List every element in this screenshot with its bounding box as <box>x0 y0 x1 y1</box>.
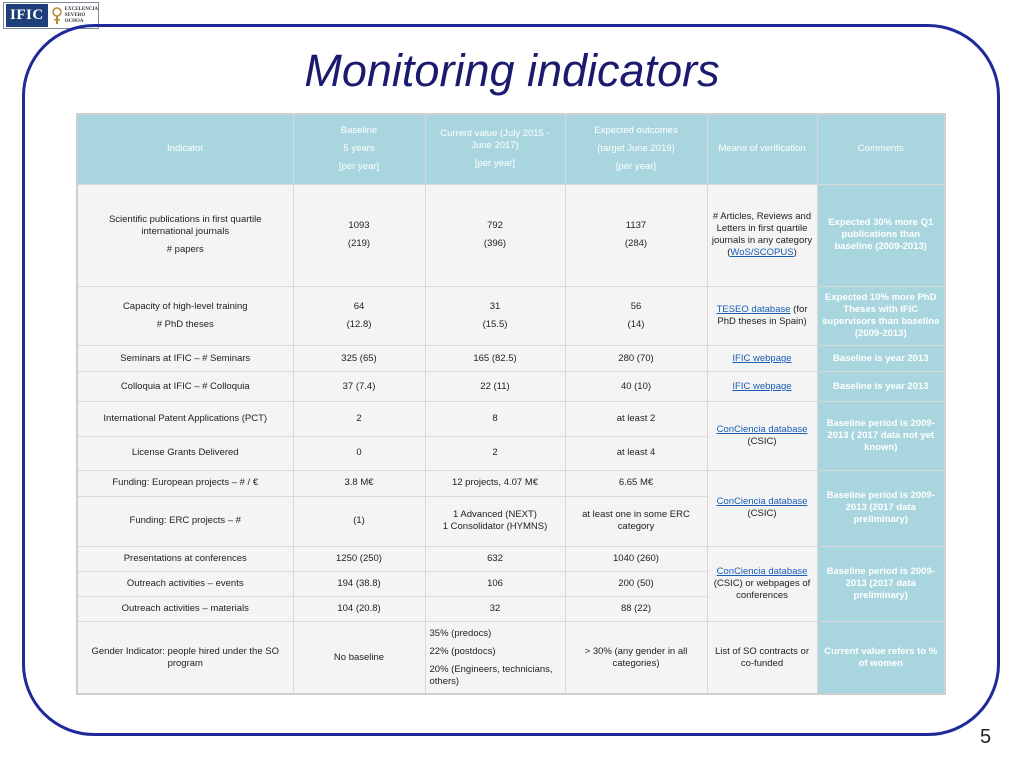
means-cell: List of SO contracts or co-funded <box>707 622 817 694</box>
expected-cell: 88 (22) <box>565 597 707 622</box>
slide-title: Monitoring indicators <box>304 45 720 96</box>
indicator-cell: License Grants Delivered <box>77 436 293 470</box>
header-means: Means of verification <box>707 114 817 184</box>
baseline-cell: 1250 (250) <box>293 546 425 571</box>
current-cell: 792 (396) <box>425 184 565 286</box>
comment-cell: Baseline period is 2009-2013 (2017 data preliminary) <box>817 546 945 621</box>
teseo-link[interactable]: TESEO database <box>716 304 791 316</box>
severo-ochoa-text: EXCELENCIA SEVERO OCHOA <box>64 6 98 24</box>
expected-cell: at least 2 <box>565 402 707 436</box>
page-number: 5 <box>980 726 992 748</box>
expected-cell: 1137 (284) <box>565 184 707 286</box>
table-row <box>77 470 945 496</box>
header-baseline: Baseline 5 years [per year] <box>293 114 425 184</box>
current-cell: 22 (11) <box>425 372 565 402</box>
means-cell: # Articles, Reviews and Letters in first quartile journals in any category (WoS/SCOPUS) <box>707 184 817 286</box>
indicator-cell: Colloquia at IFIC – # Colloquia <box>77 372 293 402</box>
comment-cell: Current value refers to % of women <box>817 622 945 694</box>
comment-cell: Expected 30% more Q1 publications than baseline (2009-2013) <box>817 184 945 286</box>
expected-cell: 200 (50) <box>565 572 707 597</box>
indicator-cell: International Patent Applications (PCT) <box>77 402 293 436</box>
ific-logo-text: IFIC <box>6 4 48 27</box>
table-row <box>77 402 945 436</box>
severo-ochoa-emblem-icon <box>51 7 63 25</box>
indicator-cell: Funding: ERC projects – # <box>77 496 293 546</box>
current-cell: 165 (82.5) <box>425 346 565 372</box>
indicator-cell: Outreach activities – materials <box>77 597 293 622</box>
ific-webpage-link[interactable]: IFIC webpage <box>732 380 792 392</box>
header-indicator: Indicator <box>77 114 293 184</box>
indicator-cell: Outreach activities – events <box>77 572 293 597</box>
ific-webpage-link[interactable]: IFIC webpage <box>732 352 792 364</box>
baseline-cell: 0 <box>293 436 425 470</box>
current-cell: 12 projects, 4.07 M€ <box>425 470 565 496</box>
header-expected: Expected outcomes (target June 2019) [per year] <box>565 114 707 184</box>
header-comments: Comments <box>817 114 945 184</box>
expected-cell: at least 4 <box>565 436 707 470</box>
current-cell: 1 Advanced (NEXT) 1 Consolidator (HYMNS) <box>425 496 565 546</box>
current-cell: 632 <box>425 546 565 571</box>
baseline-cell: 2 <box>293 402 425 436</box>
table-row <box>77 622 945 694</box>
table-row <box>77 287 945 346</box>
table-header-row <box>77 114 945 184</box>
indicators-table <box>76 113 946 695</box>
indicator-cell: Capacity of high-level training # PhD theses <box>77 287 293 346</box>
baseline-cell: 37 (7.4) <box>293 372 425 402</box>
current-cell: 32 <box>425 597 565 622</box>
means-cell: ConCiencia database (CSIC) <box>707 402 817 470</box>
current-cell: 31 (15.5) <box>425 287 565 346</box>
baseline-cell: 104 (20.8) <box>293 597 425 622</box>
indicator-cell: Gender Indicator: people hired under the SO program <box>77 622 293 694</box>
expected-cell: 40 (10) <box>565 372 707 402</box>
comment-cell: Baseline is year 2013 <box>817 372 945 402</box>
current-cell: 8 <box>425 402 565 436</box>
comment-cell: Baseline period is 2009-2013 (2017 data preliminary) <box>817 470 945 546</box>
header-current: Current value (July 2015 - June 2017) [per year] <box>425 114 565 184</box>
comment-cell: Expected 10% more PhD Theses with IFIC supervisors than baseline (2009-2013) <box>817 287 945 346</box>
baseline-cell: 3.8 M€ <box>293 470 425 496</box>
baseline-cell: 1093 (219) <box>293 184 425 286</box>
indicator-cell: Presentations at conferences <box>77 546 293 571</box>
means-cell <box>707 346 817 372</box>
table-row <box>77 372 945 402</box>
current-cell: 106 <box>425 572 565 597</box>
expected-cell: 1040 (260) <box>565 546 707 571</box>
expected-cell: 280 (70) <box>565 346 707 372</box>
comment-cell: Baseline period is 2009-2013 ( 2017 data not yet known) <box>817 402 945 470</box>
indicator-cell: Scientific publications in first quartile international journals # papers <box>77 184 293 286</box>
current-cell: 35% (predocs) 22% (postdocs) 20% (Engineers, technicians, others) <box>425 622 565 694</box>
conciencia-link[interactable]: ConCiencia database <box>716 424 808 436</box>
table-row <box>77 346 945 372</box>
means-cell: ConCiencia database (CSIC) <box>707 470 817 546</box>
expected-cell: at least one in some ERC category <box>565 496 707 546</box>
baseline-cell: No baseline <box>293 622 425 694</box>
table-row <box>77 184 945 286</box>
baseline-cell: 325 (65) <box>293 346 425 372</box>
expected-cell: > 30% (any gender in all categories) <box>565 622 707 694</box>
comment-cell: Baseline is year 2013 <box>817 346 945 372</box>
wos-scopus-link[interactable]: WoS/SCOPUS <box>730 247 794 259</box>
expected-cell: 56 (14) <box>565 287 707 346</box>
indicator-cell: Funding: European projects – # / € <box>77 470 293 496</box>
table-row <box>77 546 945 571</box>
expected-cell: 6.65 M€ <box>565 470 707 496</box>
conciencia-link[interactable]: ConCiencia database <box>716 496 808 508</box>
means-cell: TESEO database (for PhD theses in Spain) <box>707 287 817 346</box>
current-cell: 2 <box>425 436 565 470</box>
means-cell: ConCiencia database (CSIC) or webpages of conferences <box>707 546 817 621</box>
baseline-cell: 64 (12.8) <box>293 287 425 346</box>
means-cell <box>707 372 817 402</box>
conciencia-link[interactable]: ConCiencia database <box>716 566 808 578</box>
baseline-cell: 194 (38.8) <box>293 572 425 597</box>
indicator-cell: Seminars at IFIC – # Seminars <box>77 346 293 372</box>
baseline-cell: (1) <box>293 496 425 546</box>
